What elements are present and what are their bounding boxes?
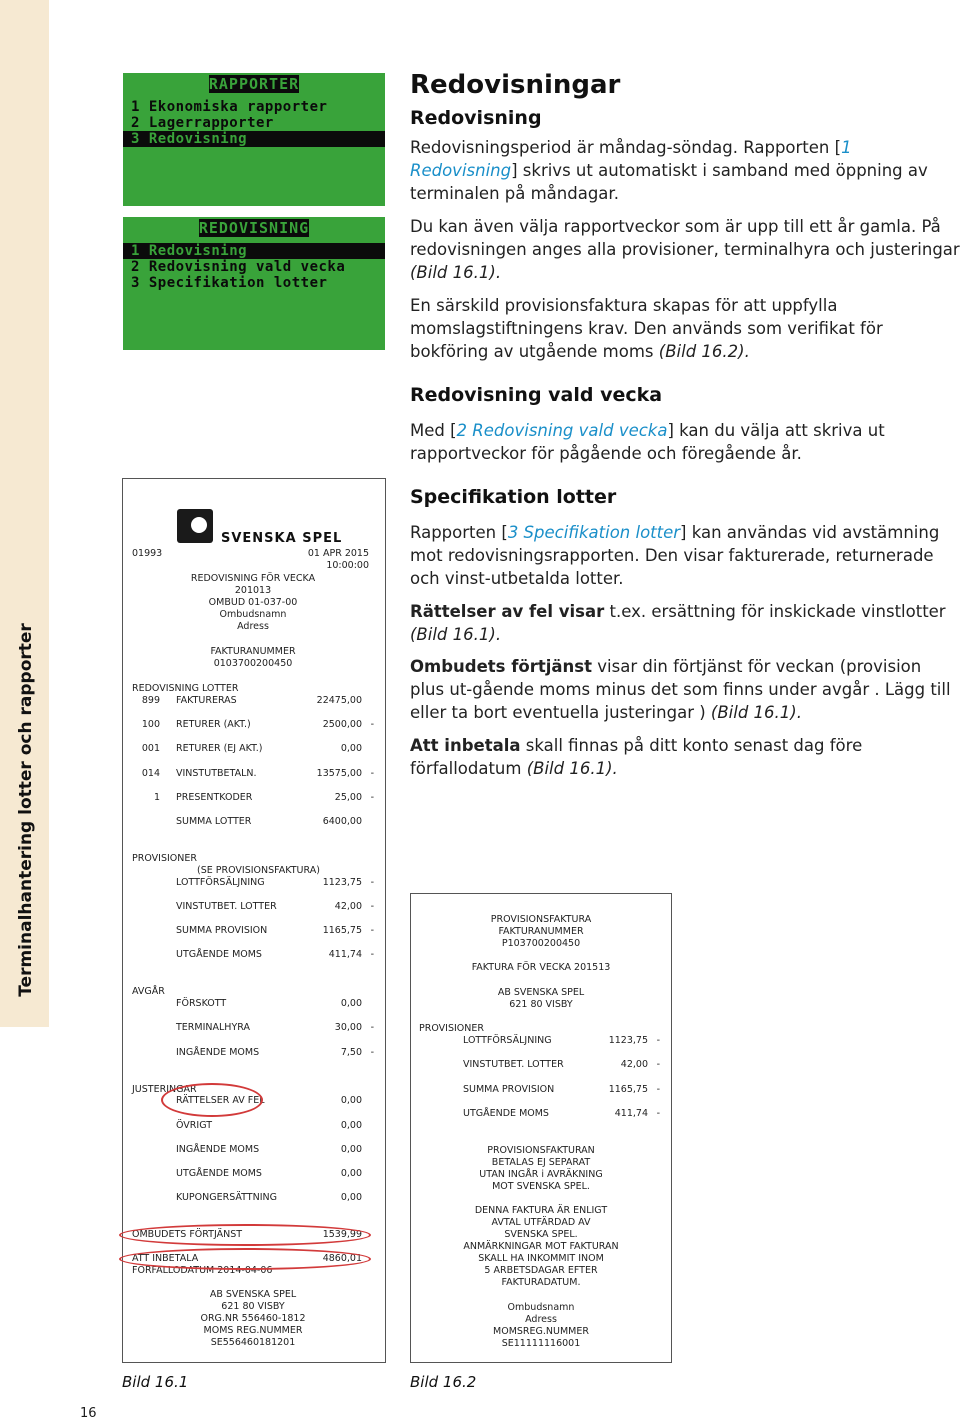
note-line: 5 ARBETSDAGAR EFTER (484, 1265, 598, 1276)
lcd-screen-rapporter (123, 73, 385, 206)
note-line: UTAN INGÅR i AVRÄKNING (479, 1169, 603, 1180)
row-label: UTGÅENDE MOMS (463, 1108, 549, 1119)
page-number: 16 (80, 1406, 97, 1421)
footer-line: SE556460181201 (210, 1337, 296, 1348)
row-label: UTGÅENDE MOMS (176, 949, 262, 960)
note-line: FAKTURADATUM. (501, 1277, 581, 1288)
row-label: PRESENTKODER (176, 792, 253, 803)
row-value: 1165,75 (608, 1084, 648, 1095)
row-sign: - (370, 901, 374, 912)
highlight-oval-inbetala (119, 1248, 371, 1270)
lcd-menu-item-selected: 1 Redovisning (123, 243, 385, 259)
row-sign: - (370, 925, 374, 936)
receipt-provisionsfaktura (410, 893, 672, 1363)
lcd-menu-item-selected: 3 Redovisning (123, 131, 385, 147)
note-line: PROVISIONSFAKTURAN (487, 1145, 595, 1156)
note-line: SKALL HA INKOMMIT INOM (478, 1253, 604, 1264)
paragraph: Att inbetala skall finnas på ditt konto senast dag före förfallodatum (Bild 16.1). (410, 736, 863, 778)
row-value: 1123,75 (322, 877, 362, 888)
receipt-header-line: PROVISIONSFAKTURA (490, 914, 592, 925)
fortjanst-value: 1539,99 (322, 1229, 362, 1240)
row-sign: - (656, 1108, 660, 1119)
row-code: 014 (141, 768, 160, 779)
row-value: 0,00 (340, 1095, 362, 1106)
company-line: AB SVENSKA SPEL (497, 987, 585, 998)
section-label: REDOVISNING LOTTER (132, 683, 239, 694)
footer-line: Adress (525, 1314, 557, 1325)
row-sign: - (370, 949, 374, 960)
receipt-header-line: P103700200450 (501, 938, 581, 949)
row-sign: - (370, 1047, 374, 1058)
receipt-header-line: OMBUD 01-037-00 (208, 597, 298, 608)
row-label: RETURER (EJ AKT.) (176, 743, 263, 754)
paragraph: Med [2 Redovisning vald vecka] kan du välja att skriva ut rapportveckor för pågående och föregående år. (410, 421, 885, 463)
row-sign: - (656, 1084, 660, 1095)
inbetala-label: ATT INBETALA (132, 1253, 199, 1264)
row-label: VINSTUTBET. LOTTER (176, 901, 277, 912)
section-heading-vald-vecka: Redovisning vald vecka (410, 384, 663, 406)
row-value: 22475,00 (316, 695, 362, 706)
receipt-header-line: REDOVISNING FÖR VECKA (190, 573, 316, 584)
row-sign: - (370, 719, 374, 730)
company-line: 621 80 VISBY (509, 999, 573, 1010)
row-sign: - (370, 768, 374, 779)
caption-bild-16-2: Bild 16.2 (410, 1373, 477, 1391)
row-value: 13575,00 (316, 768, 362, 779)
invoice-number: 0103700200450 (213, 658, 293, 669)
logo-icon (177, 509, 213, 543)
row-label: INGÅENDE MOMS (176, 1047, 260, 1058)
row-sign: - (656, 1059, 660, 1070)
row-code: 1 (153, 792, 160, 803)
footer-line: MOMSREG.NUMMER (493, 1326, 589, 1337)
lcd-menu-item: 2 Redovisning vald vecka (131, 259, 346, 275)
row-value: 0,00 (340, 1168, 362, 1179)
row-value: 1165,75 (322, 925, 362, 936)
row-label: TERMINALHYRA (176, 1022, 250, 1033)
paragraph: Redovisningsperiod är måndag-söndag. Rapporten [1 Redovisning] skrivs ut automatiskt i samband med öppning av terminalen på måndagar. (410, 138, 928, 203)
section-sublabel: (SE PROVISIONSFAKTURA) (197, 865, 320, 876)
row-label: RETURER (AKT.) (176, 719, 251, 730)
footer-line: ORG.NR 556460-1812 (200, 1313, 306, 1324)
row-label: VINSTUTBET. LOTTER (463, 1059, 564, 1070)
lcd-menu-item: 2 Lagerrapporter (131, 115, 274, 131)
paragraph: En särskild provisionsfaktura skapas för att uppfylla momslagstiftningens krav. Den används som verifikat för bokföring av utgående moms (Bild 16.2). (410, 296, 883, 361)
terminal-id: 01993 (132, 548, 163, 559)
row-code: 100 (141, 719, 160, 730)
row-value: 7,50 (340, 1047, 362, 1058)
row-code: 001 (141, 743, 160, 754)
highlight-oval-rattelser (161, 1083, 263, 1117)
inbetala-value: 4860,01 (322, 1253, 362, 1264)
row-value: 0,00 (340, 1192, 362, 1203)
section-label: AVGÅR (132, 986, 165, 997)
receipt-redovisning: SVENSKA SPEL 01993 01 APR 2015 10:00:00 REDOVISNING FÖR VECKA 201013 OMBUD 01-037-00 Ombudsnamn Adress FAKTURANUMMER 0103700200450 REDOVISNING LOTTER 899 FAKTURERAS 22475,00 100 RETURER (AKT.) 2500,00 - 001 RETURER (EJ AKT.) 0,00 014 VINSTUTBETALN. 13575,00 - 1 PRESENTKODER 25,00 - SUMMA LOTTER 6400,00 PROVISIONER (SE PROVISIONSFAKTURA) LOTTFÖRSÄLJNING 1123,75 - VINSTUTBET. LOTTER 42,00 - SUMMA PROVISION 1165,75 - UTGÅENDE MOMS 411,74 - AVGÅR FÖRSKOTT 0,00 TERMINALHYRA 30,00 - INGÅENDE MOMS 7,50 - JUSTERINGAR RÄTTELSER AV FEL 0,00 ÖVRIGT 0,00 INGÅENDE MOMS 0,00 UTGÅENDE MOMS 0,00 KUPONGERSÄTTNING 0,00 OMBUDETS FÖRTJÄNST 1539,99 ATT INBETALA 4860,01 FÖRFALLODATUM 2014-04-06 AB SVENSKA SPEL 621 80 VISBY ORG.NR 556460-1812 MOMS REG.NUMMER SE556460181201 (122, 478, 386, 1363)
row-label: INGÅENDE MOMS (176, 1144, 260, 1155)
row-sign: - (656, 1035, 660, 1046)
section-heading-redovisning: Redovisning (410, 107, 542, 129)
note-line: MOT SVENSKA SPEL. (492, 1181, 590, 1192)
receipt-header-line: Adress (237, 621, 269, 632)
invoice-label: FAKTURANUMMER (210, 646, 296, 657)
paragraph: Ombudets förtjänst visar din förtjänst för veckan (provision plus ut-gående moms minus det som finns under avgår . Lägg till eller ta bort eventuella justeringar ) (Bild 16.1). (410, 657, 951, 722)
note-line: SVENSKA SPEL. (504, 1229, 578, 1240)
note-line: DENNA FAKTURA ÄR ENLIGT (474, 1205, 608, 1216)
row-value: 6400,00 (322, 816, 362, 827)
row-label: LOTTFÖRSÄLJNING (463, 1035, 552, 1046)
row-label: UTGÅENDE MOMS (176, 1168, 262, 1179)
receipt-time: 10:00:00 (326, 560, 369, 571)
receipt-header-line: FAKTURANUMMER (498, 926, 584, 937)
lcd-title: RAPPORTER (208, 75, 300, 93)
caption-bild-16-1: Bild 16.1 (122, 1373, 189, 1391)
section-label: JUSTERINGAR (132, 1084, 197, 1095)
page-title: Redovisningar (410, 70, 621, 100)
footer-line: 621 80 VISBY (221, 1301, 285, 1312)
row-label: VINSTUTBETALN. (176, 768, 257, 779)
sidebar-label: Terminalhantering lotter och rapporter (16, 623, 36, 997)
row-label: ÖVRIGT (176, 1120, 213, 1131)
row-value: 0,00 (340, 743, 362, 754)
row-label: FÖRSKOTT (176, 998, 227, 1009)
fortjanst-label: OMBUDETS FÖRTJÄNST (132, 1229, 243, 1240)
section-label: PROVISIONER (132, 853, 197, 864)
row-sign: - (370, 1022, 374, 1033)
section-label: PROVISIONER (419, 1023, 484, 1034)
note-line: ANMÄRKNINGAR MOT FAKTURAN (463, 1241, 619, 1252)
row-value: 411,74 (328, 949, 362, 960)
row-value: 30,00 (334, 1022, 362, 1033)
highlight-oval-fortjanst (119, 1224, 371, 1246)
row-value: 42,00 (620, 1059, 648, 1070)
footer-line: MOMS REG.NUMMER (203, 1325, 303, 1336)
forfallodatum: FÖRFALLODATUM 2014-04-06 (132, 1265, 273, 1276)
menu-reference-link: 2 Redovisning vald vecka (456, 421, 668, 440)
receipt-header-line: 201013 (234, 585, 272, 596)
row-label: LOTTFÖRSÄLJNING (176, 877, 265, 888)
note-line: BETALAS EJ SEPARAT (491, 1157, 591, 1168)
row-value: 2500,00 (322, 719, 362, 730)
row-label: SUMMA PROVISION (463, 1084, 555, 1095)
receipt-header-line: Ombudsnamn (219, 609, 287, 620)
menu-reference-link: 1 Redovisning (410, 138, 852, 180)
note-line: AVTAL UTFÄRDAD AV (491, 1217, 591, 1228)
paragraph: Du kan även välja rapportveckor som är upp till ett år gamla. På redovisningen anges alla provisioner, terminalhyra och justeringar (Bild 16.1). (410, 217, 960, 282)
row-sign: - (370, 792, 374, 803)
row-label: RÄTTELSER AV FEL (176, 1095, 265, 1106)
footer-line: AB SVENSKA SPEL (209, 1289, 297, 1300)
paragraph: Rättelser av fel visar t.ex. ersättning för inskickade vinstlotter (Bild 16.1). (410, 602, 946, 644)
footer-line: Ombudsnamn (507, 1302, 575, 1313)
row-label: SUMMA PROVISION (176, 925, 268, 936)
lcd-menu-item: 3 Specifikation lotter (131, 275, 328, 291)
row-value: 411,74 (614, 1108, 648, 1119)
lcd-menu-item: 1 Ekonomiska rapporter (131, 99, 328, 115)
row-value: 42,00 (334, 901, 362, 912)
row-label: SUMMA LOTTER (176, 816, 252, 827)
row-label: FAKTURERAS (176, 695, 237, 706)
row-code: 899 (141, 695, 160, 706)
footer-line: SE11111116001 (501, 1338, 581, 1349)
lcd-title: REDOVISNING (198, 219, 310, 237)
row-value: 1123,75 (608, 1035, 648, 1046)
menu-reference-link: 3 Specifikation lotter (507, 523, 681, 542)
row-sign: - (370, 877, 374, 888)
paragraph: Rapporten [3 Specifikation lotter] kan användas vid avstämning mot redovisningsrapporten. Den visar fakturerade, returnerade och vinst-utbetalda lotter. (410, 523, 940, 588)
row-value: 0,00 (340, 1144, 362, 1155)
row-value: 0,00 (340, 998, 362, 1009)
invoice-week: FAKTURA FÖR VECKA 201513 (471, 962, 611, 973)
receipt-date: 01 APR 2015 (307, 548, 369, 559)
row-value: 25,00 (334, 792, 362, 803)
row-value: 0,00 (340, 1120, 362, 1131)
row-label: KUPONGERSÄTTNING (176, 1192, 277, 1203)
lcd-screen-redovisning (123, 217, 385, 350)
section-heading-specifikation: Specifikation lotter (410, 486, 617, 508)
